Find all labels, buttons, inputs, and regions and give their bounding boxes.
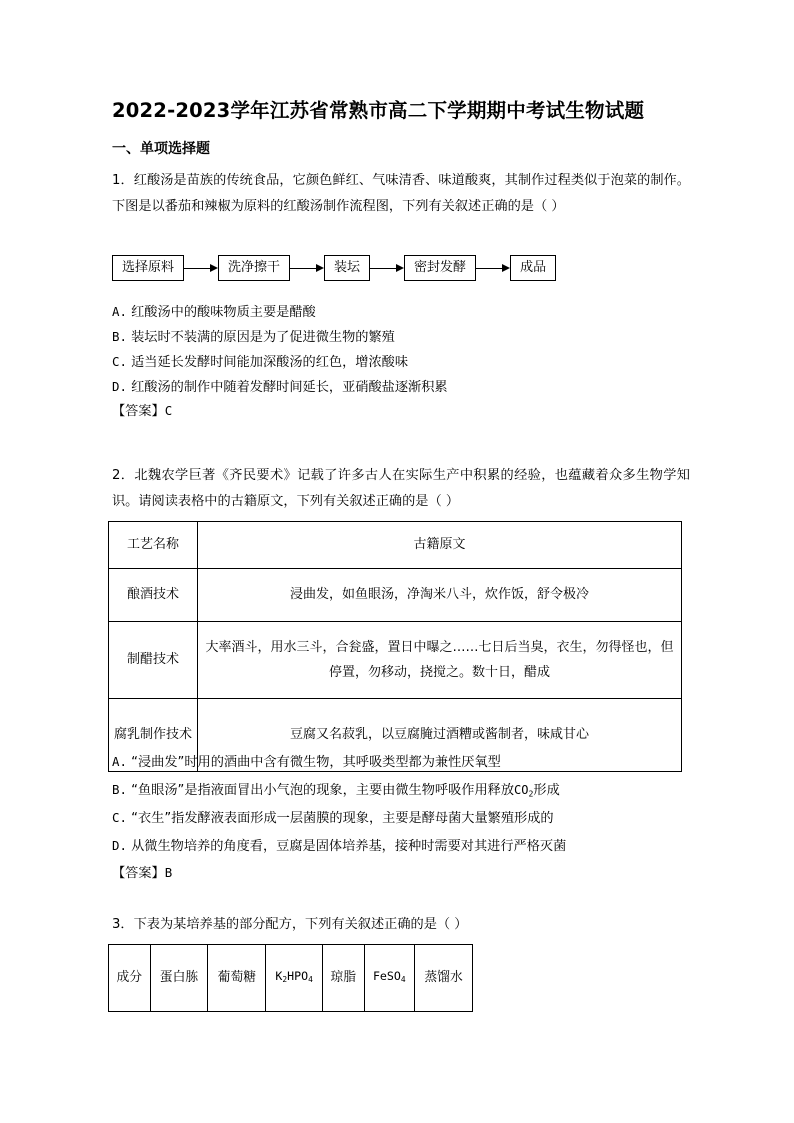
cell-peptone: 蛋白胨 bbox=[150, 945, 208, 1012]
page-title: 2022-2023学年江苏省常熟市高二下学期期中考试生物试题 bbox=[112, 99, 645, 122]
option-b-text-before: “鱼眼汤”是指液面冒出小气泡的现象，主要由微生物呼吸作用释放 bbox=[131, 783, 515, 798]
question-1-stem: 1．红酸汤是苗族的传统食品，它颜色鲜红、气味清香、味道酸爽，其制作过程类似于泡菜的制作。下图是以番茄和辣椒为原料的红酸汤制作流程图，下列有关叙述正确的是（ ） bbox=[112, 173, 690, 214]
question-3-stem: 3．下表为某培养基的部分配方，下列有关叙述正确的是（ ） bbox=[112, 917, 468, 932]
flow-step-4: 密封发酵 bbox=[404, 255, 476, 281]
question-2-table bbox=[108, 521, 682, 772]
cell-craft-vinegar: 制醋技术 bbox=[109, 622, 198, 699]
cell-text-wine: 浸曲发，如鱼眼汤，净淘米八斗，炊作饭，舒令极冷 bbox=[198, 569, 682, 622]
option-b-text-after: 形成 bbox=[533, 783, 560, 798]
option-d-text: 红酸汤的制作中随着发酵时间延长，亚硝酸盐逐渐积累 bbox=[131, 380, 448, 395]
cell-text-vinegar: 大率酒斗，用水三斗，合瓮盛，置日中曝之……七日后当臭，衣生，勿得怪也，但停置，勿移动，挠搅之。数十日，醋成 bbox=[198, 622, 682, 699]
cell-feso4 bbox=[364, 945, 415, 1012]
answer-label: 【答案】 bbox=[112, 866, 165, 881]
table-header-text: 古籍原文 bbox=[198, 522, 682, 569]
option-a-label: A. bbox=[112, 754, 127, 769]
chem-sub-4: 4 bbox=[308, 975, 313, 985]
option-b-text: 装坛时不装满的原因是为了促进微生物的繁殖 bbox=[131, 330, 395, 345]
option-c-text: 适当延长发酵时间能加深酸汤的红色，增浓酸味 bbox=[131, 355, 409, 370]
cell-glucose: 葡萄糖 bbox=[208, 945, 266, 1012]
question-2-option-d bbox=[112, 833, 690, 859]
question-3-table bbox=[108, 944, 473, 1012]
chem-formula-co2 bbox=[514, 783, 533, 797]
table-row bbox=[109, 569, 682, 622]
flow-arrow-4-icon bbox=[476, 264, 510, 273]
chem-hpo: HPO bbox=[287, 968, 309, 983]
cell-distilled-water: 蒸馏水 bbox=[415, 945, 473, 1012]
cell-k2hpo4 bbox=[266, 945, 323, 1012]
question-2-option-b bbox=[112, 777, 690, 806]
question-1-flowchart bbox=[112, 253, 556, 283]
flow-arrow-2-icon bbox=[290, 264, 324, 273]
chem-subscript: 2 bbox=[528, 788, 534, 799]
question-1-option-c bbox=[112, 349, 690, 375]
question-2-option-c bbox=[112, 805, 690, 831]
option-c-text: “衣生”指发酵液表面形成一层菌膜的现象，主要是酵母菌大量繁殖形成的 bbox=[131, 811, 554, 826]
option-c-label: C. bbox=[112, 810, 127, 825]
answer-value: C bbox=[164, 403, 173, 418]
table-header-craft: 工艺名称 bbox=[109, 522, 198, 569]
flow-arrow-1-icon bbox=[184, 264, 218, 273]
question-2-option-a bbox=[112, 749, 690, 775]
option-b-label: B. bbox=[112, 782, 127, 797]
option-d-label: D. bbox=[112, 838, 127, 853]
question-2-stem: 2．北魏农学巨著《齐民要术》记载了许多古人在实际生产中积累的经验，也蕴藏着众多生物学知识。请阅读表格中的古籍原文，下列有关叙述正确的是（ ） bbox=[112, 468, 690, 509]
answer-value: B bbox=[164, 865, 173, 880]
question-1-option-a bbox=[112, 299, 690, 325]
option-a-text: “浸曲发”时用的酒曲中含有微生物，其呼吸类型都为兼性厌氧型 bbox=[131, 755, 501, 770]
chem-symbol: CO bbox=[514, 783, 529, 797]
section-heading: 一、单项选择题 bbox=[112, 141, 210, 157]
question-1-option-b bbox=[112, 324, 690, 350]
table-header-row bbox=[109, 522, 682, 569]
question-1-option-d bbox=[112, 374, 690, 400]
flow-arrow-3-icon bbox=[370, 264, 404, 273]
option-a-text: 红酸汤中的酸味物质主要是醋酸 bbox=[131, 305, 316, 320]
cell-craft-wine: 酿酒技术 bbox=[109, 569, 198, 622]
table-row bbox=[109, 945, 473, 1012]
chem-k: K bbox=[275, 968, 283, 983]
option-c-label: C. bbox=[112, 354, 127, 369]
option-d-text: 从微生物培养的角度看，豆腐是固体培养基，接种时需要对其进行严格灭菌 bbox=[131, 839, 567, 854]
flow-step-3: 装坛 bbox=[324, 255, 370, 281]
chem-feso: FeSO bbox=[372, 968, 401, 983]
flow-step-2: 洗净擦干 bbox=[218, 255, 290, 281]
table-row bbox=[109, 622, 682, 699]
chem-sub-2: 2 bbox=[282, 975, 288, 985]
answer-label: 【答案】 bbox=[112, 404, 165, 419]
cell-craft-furu: 腐乳制作技术 bbox=[109, 699, 198, 772]
cell-component-header: 成分 bbox=[109, 945, 151, 1012]
flow-step-1: 选择原料 bbox=[112, 255, 184, 281]
option-b-label: B. bbox=[112, 329, 127, 344]
cell-text-furu: 豆腐又名菽乳，以豆腐腌过酒糟或酱制者，味咸甘心 bbox=[198, 699, 682, 772]
option-d-label: D. bbox=[112, 379, 127, 394]
flow-step-5: 成品 bbox=[510, 255, 556, 281]
option-a-label: A. bbox=[112, 304, 127, 319]
chem-sub-4: 4 bbox=[400, 975, 406, 985]
question-1-answer bbox=[112, 399, 172, 424]
cell-agar: 琼脂 bbox=[322, 945, 364, 1012]
question-2-answer bbox=[112, 861, 172, 886]
